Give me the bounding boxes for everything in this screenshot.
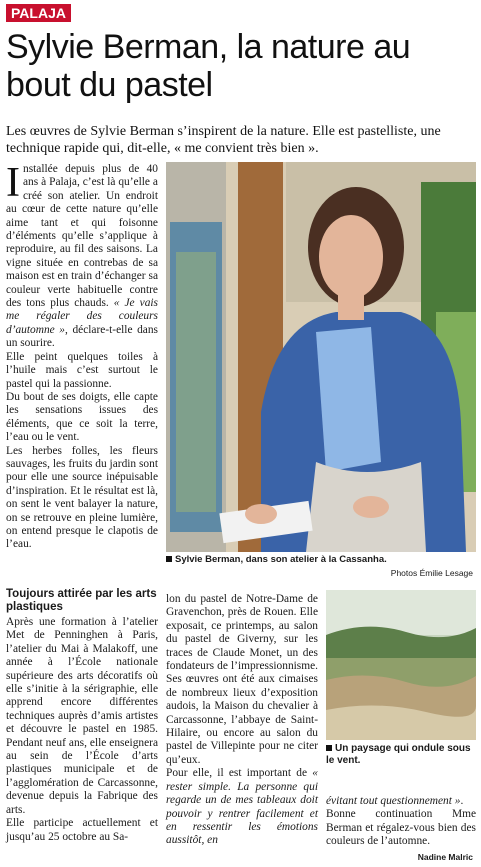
landscape-caption [326,743,476,767]
paragraph-text: nstallée depuis plus de 40 ans à Palaja, c’est là qu’elle a créé son atelier. Un endroit au cœur de cette nature qu’elle aime tant et qui foisonne d’éléments qu’elle s’applique à reproduire, au fil des saisons. La vigne située en contrebas de sa maison est en train d’échanger sa couleur verte habituelle contre des tons plus chauds. [6,163,158,310]
subheading: Toujours attirée par les arts plastiques [6,588,157,613]
author-signature: Nadine Malric [417,852,473,862]
column-2 [6,616,158,844]
quote: « Je vais me régaler des couleurs d’automne » [6,297,158,336]
paragraph-text: , déclare-t-elle dans un sourire. [6,323,158,350]
lead-paragraph: Les œuvres de Sylvie Berman s’inspirent de la nature. Elle est pastelliste, une technique rapide qui, dit-elle, « me convient très bien ». [6,124,441,156]
quote: évitant tout questionnement » [326,795,461,807]
paragraph: Elle participe actuellement et jusqu’au 25 octobre au Sa- [6,817,158,843]
section-tag: PALAJA [6,4,71,22]
quote: « rester simple. La personne qui regarde un de mes tableaux doit pouvoir y rentrer facilement et en ressentir les émotions aussitôt, en [166,767,318,847]
paragraph: Après une formation à l’atelier Met de Penninghen à Paris, l’atelier du Mai à Malakoff, une année à l’École nationale supérieure des arts décoratifs où elle s’initie à la sérigraphie, elle apprend encore différentes techniques auprès d’amis artistes et découvre le pastel en 1985. Pendant neuf ans, elle enseignera au sein de l’École d’arts plastiques municipale et de l’agglomération de Carcassonne, devenue depuis la Fabrique des arts. [6,616,158,816]
paragraph-text: Pour elle, il est important de [166,767,308,780]
portrait-photo [166,162,476,552]
portrait-illustration [166,162,476,552]
paragraph [6,160,158,351]
photo-caption-text: Sylvie Berman, dans son atelier à la Cassanha. [175,554,387,565]
paragraph: Les herbes folles, les fleurs sauvages, les fruits du jardin sont pour elle une source inépuisable d’inspiration. Et le résultat est là, on sent le vent balayer la nature, on se retrouve en pleine lumière, on entend presque le clapotis de l’eau. [6,444,158,551]
photo-caption [166,554,476,565]
column-3 [166,593,318,848]
drop-cap: I [6,160,20,206]
paragraph: lon du pastel de Notre-Dame de Gravenchon, près de Rouen. Elle exposait, ce printemps, au salon du pastel de Giverny, sur les traces de Claude Monet, un des fondateurs de l’impressionnisme. Ses œuvres ont été aux cimaises de nombreux lieux d’exposition audois, la Maison du chevalier à Carcassonne, l’abbaye de Saint-Hilaire, ou encore au salon du pastel de Villepinte pour ne citer qu’eux. [166,593,318,766]
caption-bullet-icon [166,556,172,562]
paragraph: Du bout de ses doigts, elle capte les sensations issues des éléments, que ce soit la terre, l’eau ou le vent. [6,390,158,444]
photo-credit: Photos Émilie Lesage [390,568,473,578]
landscape-photo [326,590,476,740]
column-1 [6,160,158,552]
landscape-illustration [326,590,476,740]
column-4 [326,795,476,849]
paragraph: Elle peint quelques toiles à l’huile mais c’est surtout le pastel qui la passionne. [6,350,158,390]
landscape-caption-text: Un paysage qui ondule sous le vent. [326,743,471,766]
paragraph-text: . [460,795,464,807]
paragraph: Bonne continuation Mme Berman et régalez-vous bien des couleurs de l’automne. [326,808,476,848]
caption-bullet-icon [326,745,332,751]
paragraph [166,767,318,847]
headline: Sylvie Berman, la nature au bout du pastel [6,28,411,104]
paragraph [326,795,476,808]
